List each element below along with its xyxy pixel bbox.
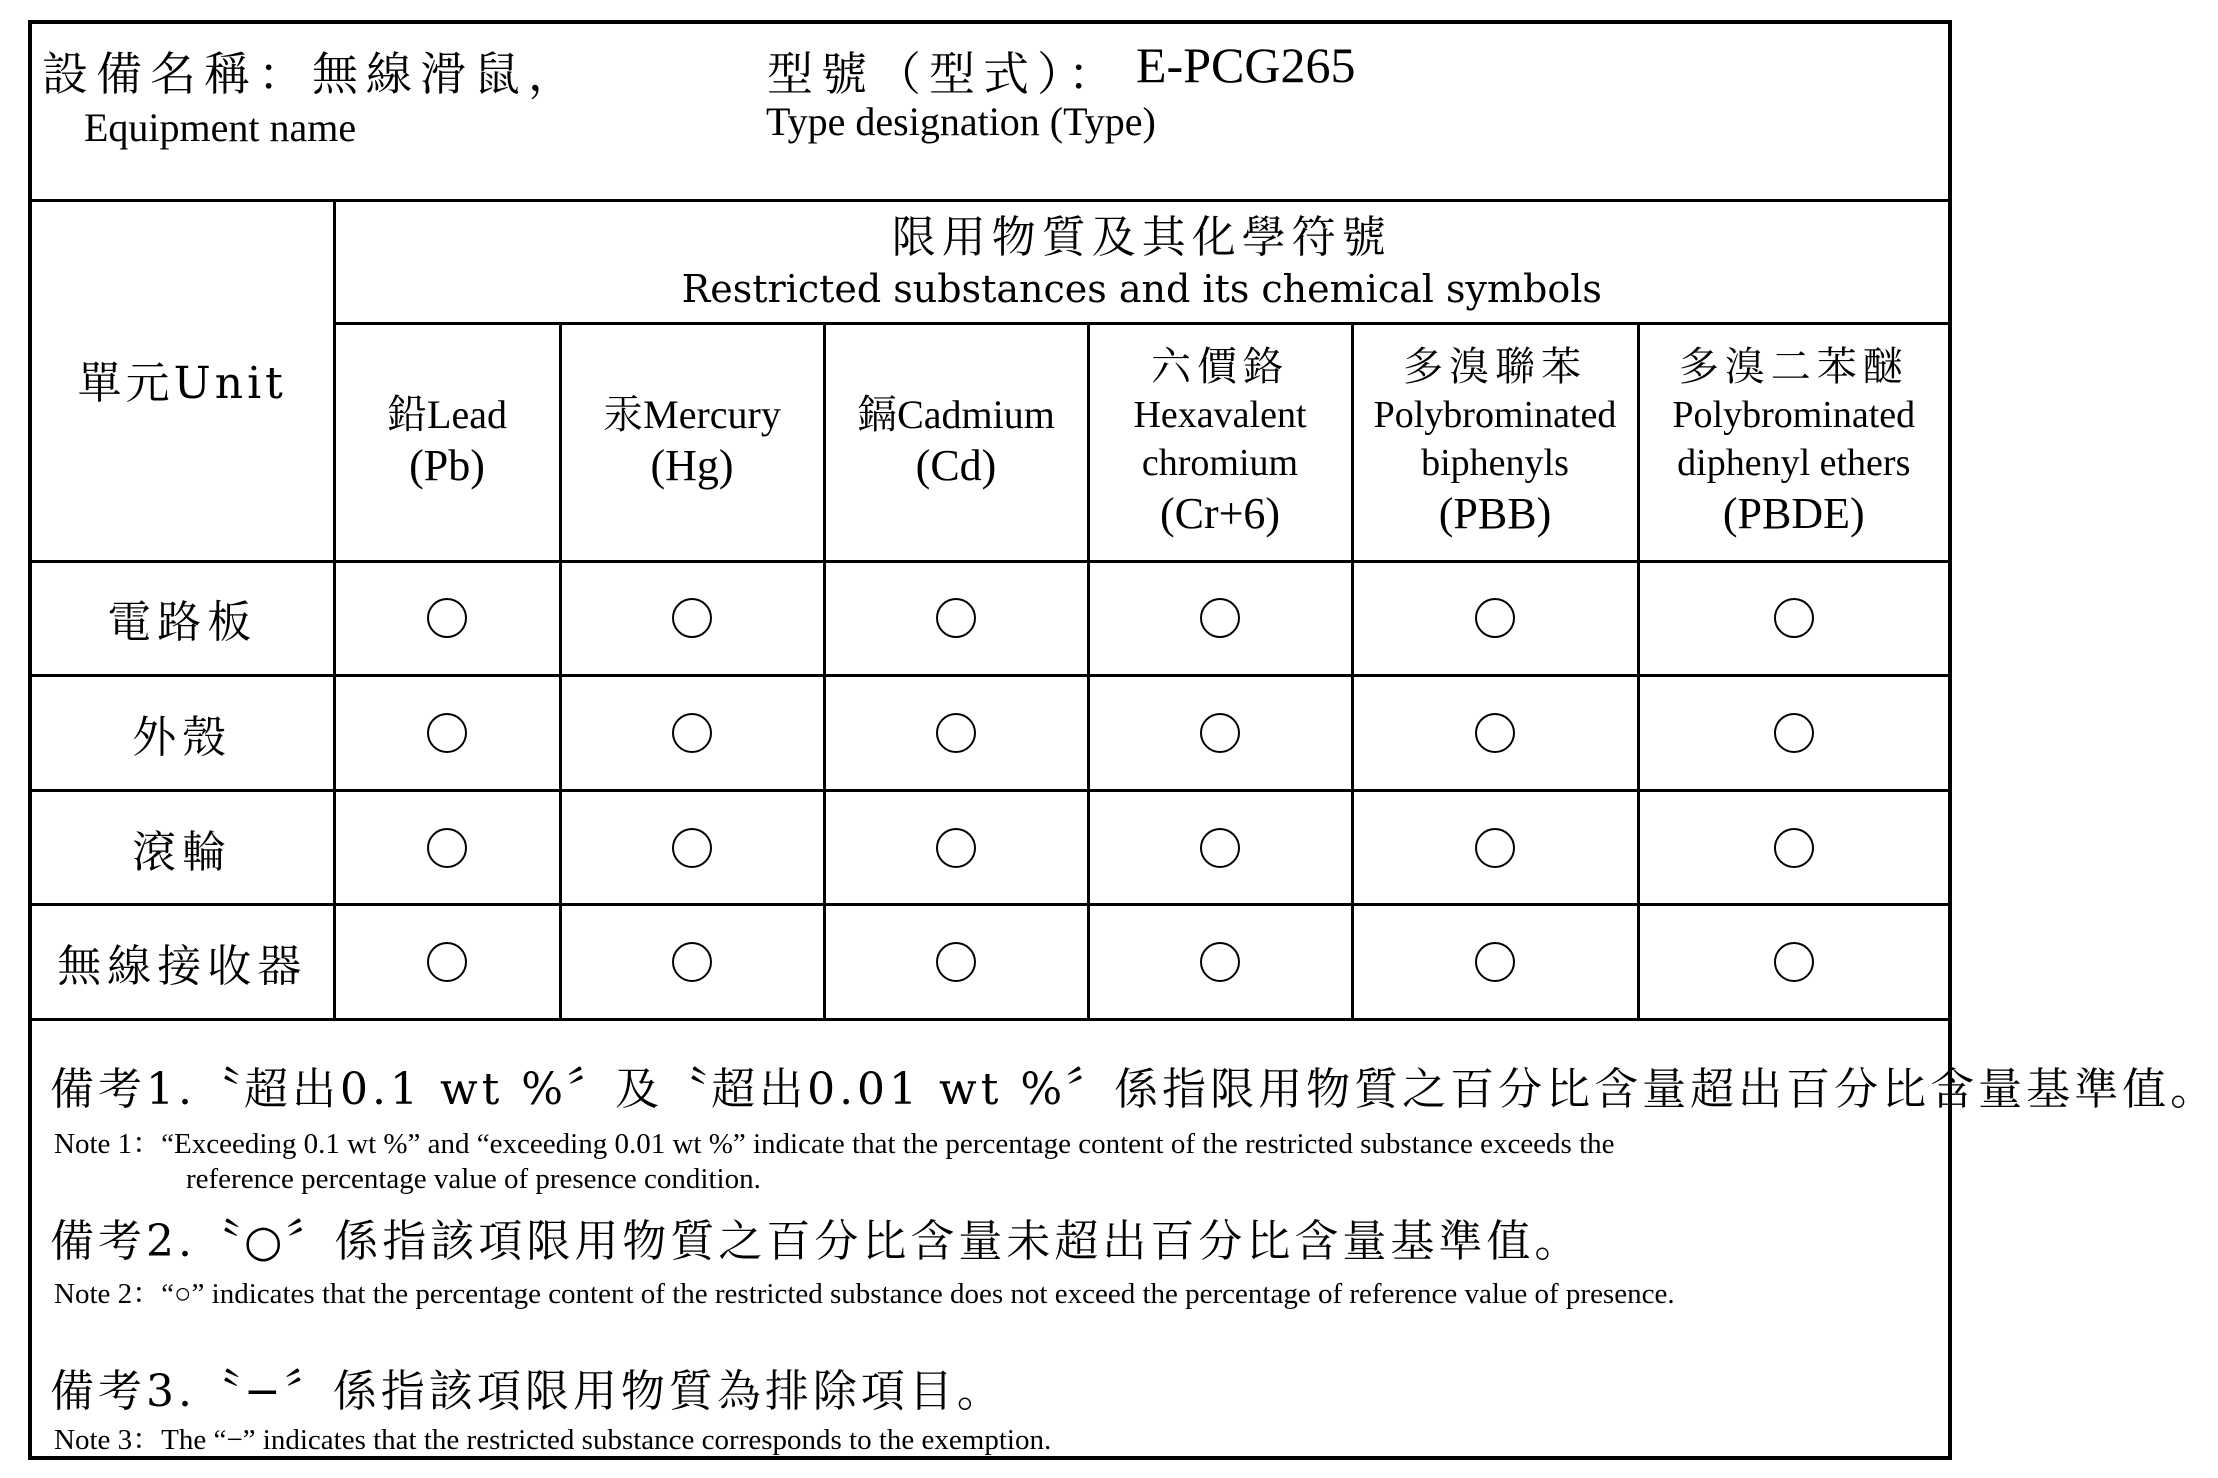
compliant-circle-mark — [936, 713, 976, 753]
type-designation-value: E-PCG265 — [1136, 37, 1356, 93]
table-cell — [1638, 905, 1948, 1020]
table-row — [32, 905, 1948, 1020]
table-cell — [824, 676, 1088, 791]
compliant-circle-mark — [1475, 942, 1515, 982]
table-cell — [824, 561, 1088, 676]
table-cell — [334, 561, 560, 676]
restricted-substances-table — [32, 199, 1948, 1021]
row-label: 滾輪 — [132, 826, 233, 878]
compliant-circle-mark — [672, 598, 712, 638]
compliant-circle-mark — [427, 942, 467, 982]
column-pbb-symbol: (PBB) — [1438, 489, 1552, 539]
table-row — [32, 561, 1948, 676]
note1-en-line2: reference percentage value of presence condition. — [186, 1163, 761, 1195]
column-header-lead — [334, 324, 560, 561]
column-hexavalent-chromium-zh: 六價鉻 — [1151, 344, 1289, 391]
table-cell — [1352, 905, 1638, 1020]
substances-group-header-zh: 限用物質及其化學符號 — [891, 211, 1392, 263]
compliant-circle-mark — [427, 713, 467, 753]
compliant-circle-mark — [1200, 828, 1240, 868]
compliant-circle-mark — [1475, 828, 1515, 868]
table-cell — [560, 561, 824, 676]
row-label-cell — [32, 790, 334, 905]
notes-section — [32, 1021, 2218, 1461]
rohs-declaration-frame — [28, 20, 2218, 1460]
compliant-circle-mark — [936, 598, 976, 638]
compliant-circle-mark — [427, 828, 467, 868]
table-cell — [1638, 676, 1948, 791]
column-cadmium-symbol: (Cd) — [915, 441, 997, 491]
row-label-cell — [32, 561, 334, 676]
column-header-hexavalent-chromium — [1088, 324, 1352, 561]
table-cell — [334, 790, 560, 905]
note1-en-line1: Note 1：“Exceeding 0.1 wt %” and “exceeding 0.01 wt %” indicate that the percentage content of the restricted substance exceeds the — [54, 1128, 1615, 1160]
table-cell — [560, 676, 824, 791]
column-header-pbde — [1638, 324, 1948, 561]
column-pbde-line1: Polybrominated — [1672, 394, 1916, 437]
note2-en: Note 2：“○” indicates that the percentage content of the restricted substance does not exceed the percentage of reference value of presence. — [54, 1278, 1675, 1310]
compliant-circle-mark — [1200, 598, 1240, 638]
table-cell — [1088, 905, 1352, 1020]
column-pbb-line2: biphenyls — [1421, 442, 1569, 485]
column-lead-name: 鉛Lead — [387, 392, 507, 438]
table-cell — [334, 676, 560, 791]
unit-header: 單元Unit — [77, 358, 287, 410]
equipment-name-label-en: Equipment name — [84, 105, 357, 150]
note1-zh: 備考1.〝超出0.1 wt %〞及〝超出0.01 wt %〞係指限用物質之百分比含量超出百分比含量基準值。 — [50, 1064, 2218, 1115]
row-label-cell — [32, 905, 334, 1020]
column-pbde-line2: diphenyl ethers — [1677, 442, 1911, 485]
table-cell — [560, 790, 824, 905]
compliant-circle-mark — [427, 598, 467, 638]
compliant-circle-mark — [1774, 713, 1814, 753]
row-label: 電路板 — [107, 597, 258, 649]
compliant-circle-mark — [672, 828, 712, 868]
substances-group-header-en: Restricted substances and its chemical symbols — [681, 266, 1602, 311]
column-pbb-line1: Polybrominated — [1373, 394, 1617, 437]
table-cell — [1638, 790, 1948, 905]
column-pbde-zh: 多溴二苯醚 — [1678, 344, 1909, 391]
row-label-cell — [32, 676, 334, 791]
table-cell — [1088, 561, 1352, 676]
column-hexavalent-chromium-line2: chromium — [1141, 442, 1299, 485]
table-cell — [824, 905, 1088, 1020]
unit-header-cell — [32, 199, 334, 561]
row-label: 外殼 — [132, 712, 233, 764]
compliant-circle-mark — [1774, 598, 1814, 638]
column-header-pbb — [1352, 324, 1638, 561]
compliant-circle-mark — [1200, 942, 1240, 982]
compliant-circle-mark — [672, 942, 712, 982]
column-header-mercury — [560, 324, 824, 561]
compliant-circle-mark — [1475, 713, 1515, 753]
table-cell — [1088, 676, 1352, 791]
table-cell — [1638, 561, 1948, 676]
column-pbb-zh: 多溴聯苯 — [1403, 344, 1587, 391]
table-cell — [1088, 790, 1352, 905]
note3-zh: 備考3.〝−〞係指該項限用物質為排除項目。 — [50, 1366, 1005, 1417]
table-cell — [824, 790, 1088, 905]
table-cell — [334, 905, 560, 1020]
type-designation-label-en: Type designation (Type) — [766, 99, 1156, 144]
column-header-cadmium — [824, 324, 1088, 561]
compliant-circle-mark — [1475, 598, 1515, 638]
note2-zh: 備考2.〝○〞係指該項限用物質之百分比含量未超出百分比含量基準值。 — [50, 1216, 1583, 1267]
compliant-circle-mark — [1774, 942, 1814, 982]
substances-group-header — [334, 199, 1948, 324]
compliant-circle-mark — [936, 828, 976, 868]
table-cell — [1352, 561, 1638, 676]
equipment-name-label-zh: 設備名稱：無線滑鼠， — [42, 47, 582, 101]
table-row — [32, 790, 1948, 905]
row-label: 無線接收器 — [57, 941, 308, 993]
equipment-header — [32, 24, 1948, 202]
compliant-circle-mark — [1774, 828, 1814, 868]
type-designation-label-zh: 型號（型式）： — [767, 47, 1122, 101]
column-cadmium-name: 鎘Cadmium — [857, 392, 1055, 438]
table-cell — [1352, 790, 1638, 905]
column-hexavalent-chromium-symbol: (Cr+6) — [1159, 489, 1281, 539]
compliant-circle-mark — [936, 942, 976, 982]
compliant-circle-mark — [672, 713, 712, 753]
column-pbde-symbol: (PBDE) — [1722, 489, 1865, 539]
column-hexavalent-chromium-line1: Hexavalent — [1133, 394, 1307, 437]
table-row — [32, 676, 1948, 791]
column-lead-symbol: (Pb) — [409, 441, 485, 491]
column-mercury-symbol: (Hg) — [650, 441, 734, 491]
compliant-circle-mark — [1200, 713, 1240, 753]
column-mercury-name: 汞Mercury — [603, 392, 781, 438]
table-cell — [1352, 676, 1638, 791]
table-cell — [560, 905, 824, 1020]
note3-en: Note 3：The “−” indicates that the restricted substance corresponds to the exemption. — [54, 1424, 1052, 1456]
